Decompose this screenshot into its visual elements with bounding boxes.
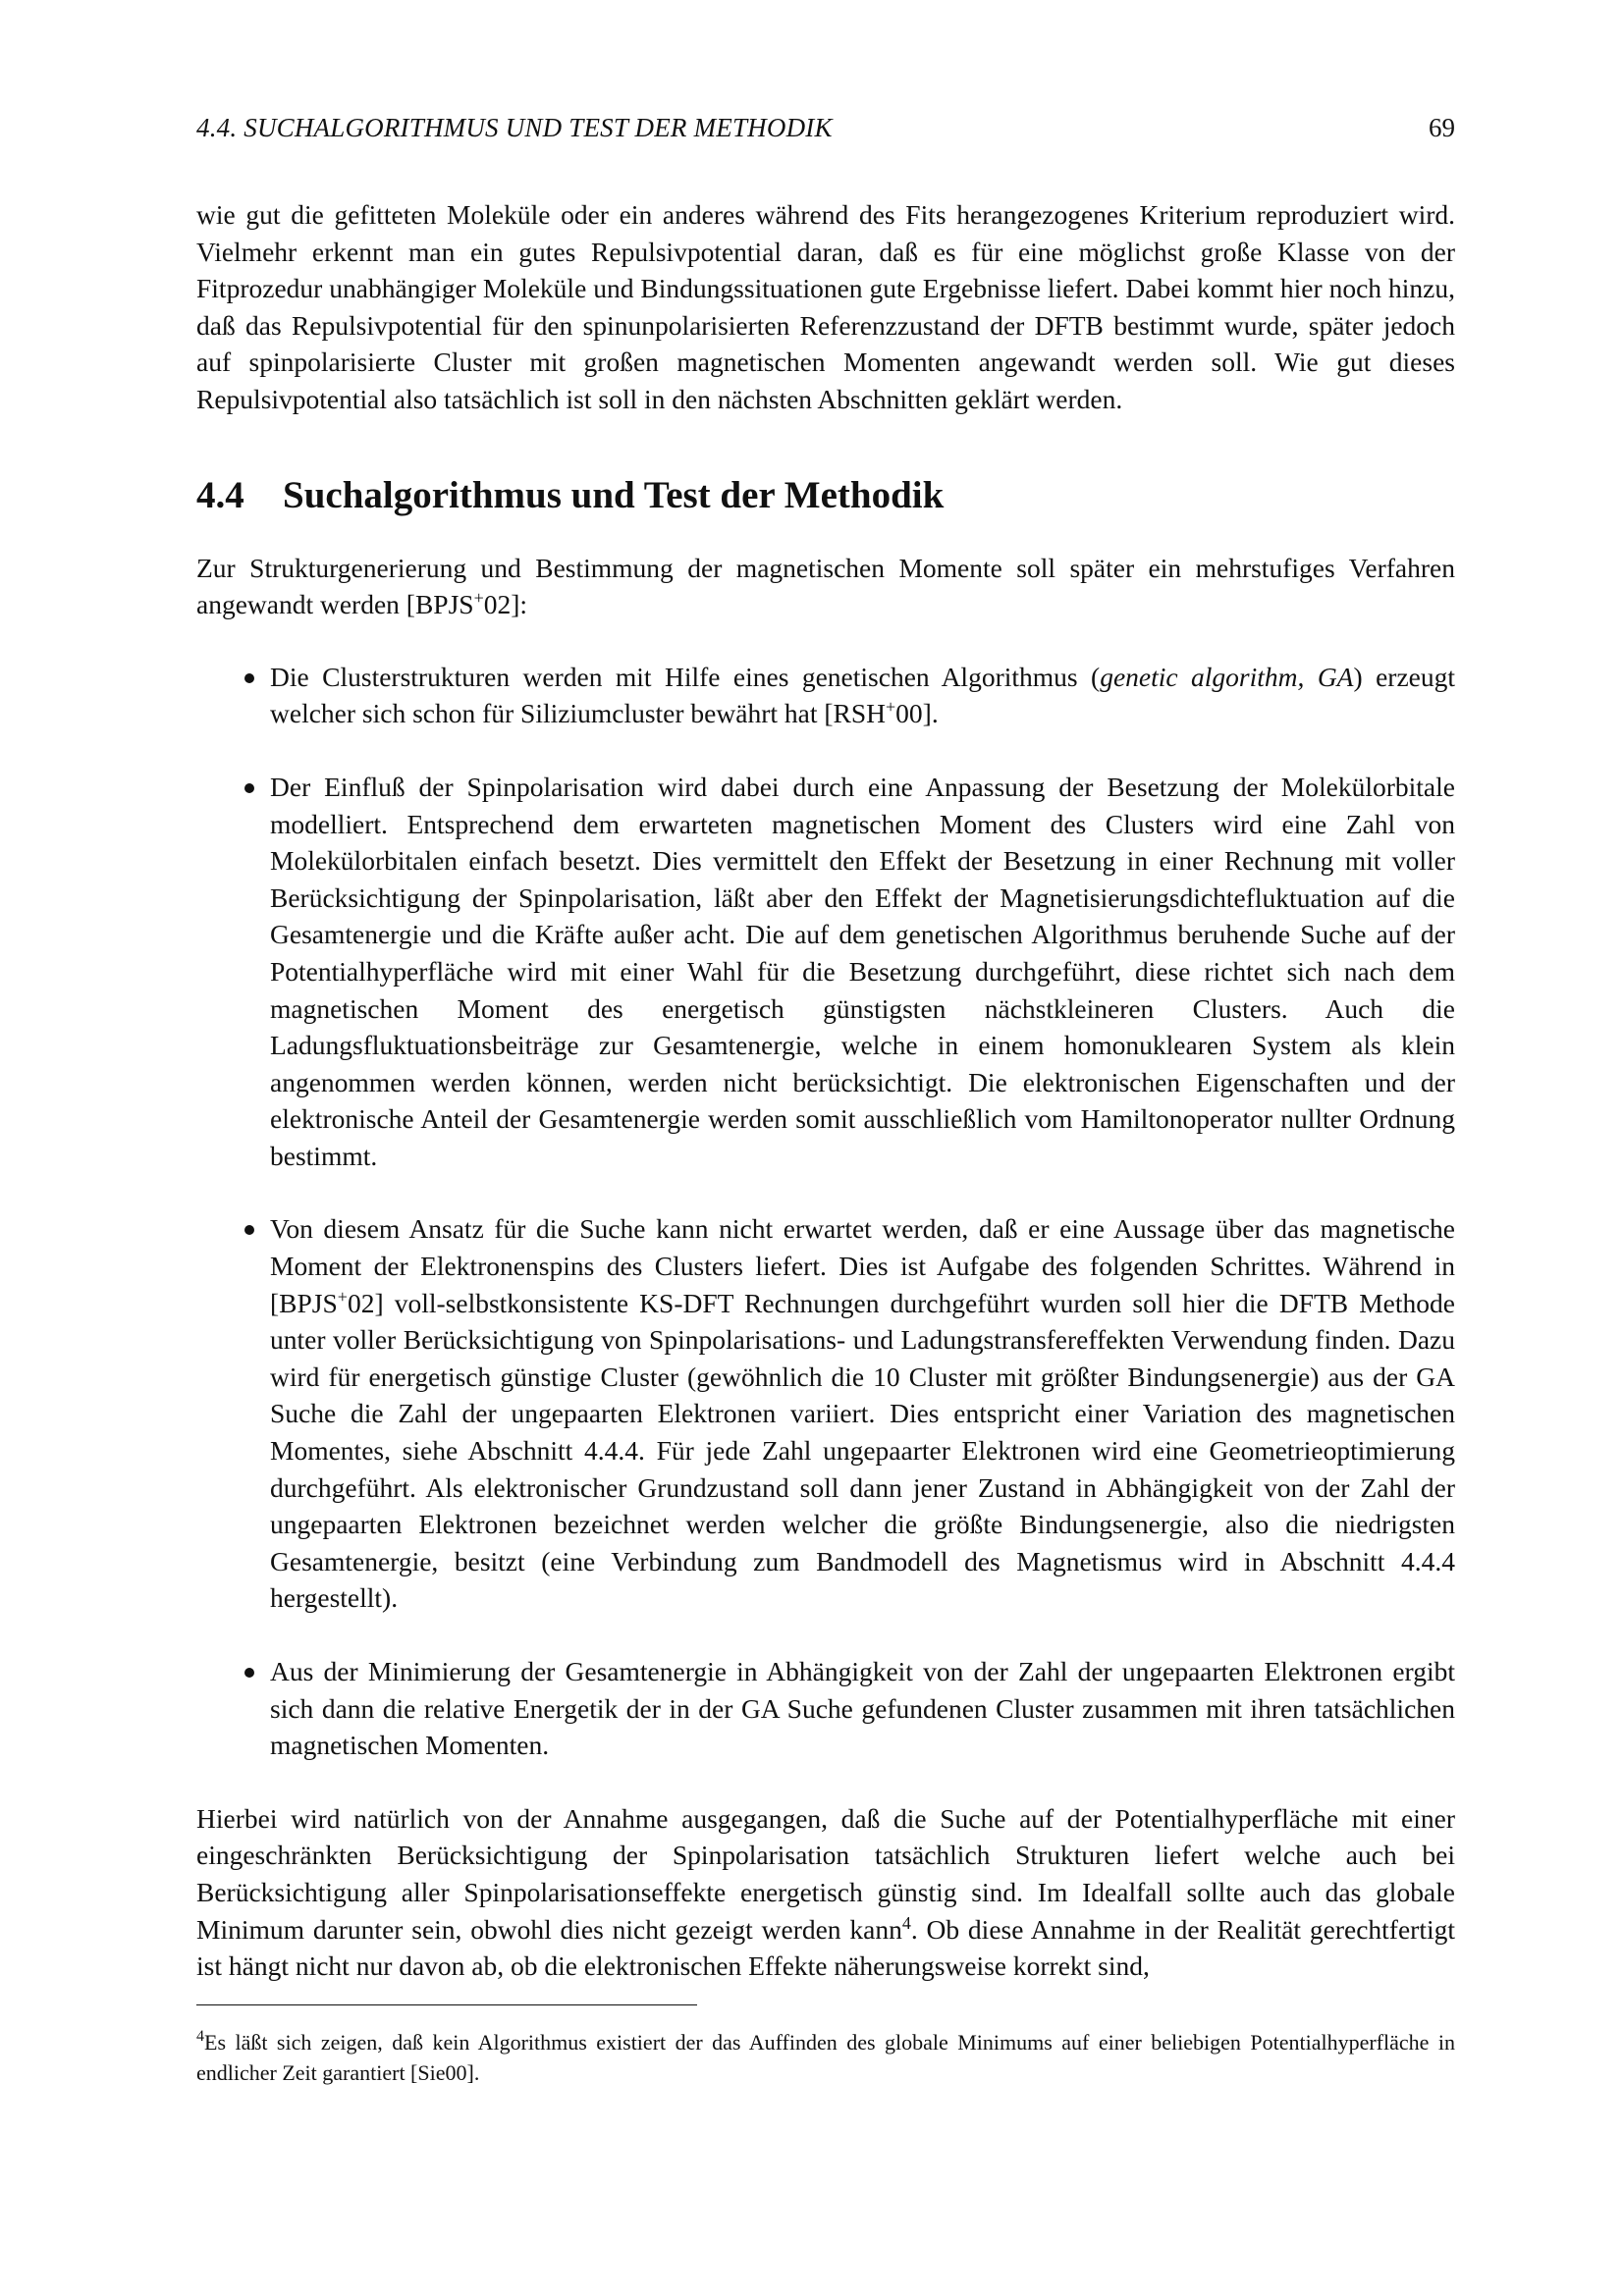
citation-superscript: + <box>886 697 896 718</box>
footnote-text: Es läßt sich zeigen, daß kein Algorithmus existiert der das Auffinden des globale Minimums auf einer beliebigen Potentialhyperfläche in endlicher Zeit garantiert [Sie00]. <box>196 2029 1455 2085</box>
section-intro-text-after: 02]: <box>483 589 528 620</box>
footnote-reference[interactable]: 4 <box>901 1912 911 1933</box>
section-heading <box>196 471 1455 520</box>
footnote-divider <box>196 2004 697 2005</box>
running-header <box>196 108 1455 147</box>
footnote <box>196 2027 1455 2088</box>
bullet-icon <box>244 1668 254 1678</box>
section-intro-text: Zur Strukturgenerierung und Bestimmung der magnetischen Momente soll später ein mehrstufiges Verfahren angewandt werden [BPJS <box>196 552 1455 620</box>
running-title: 4.4. SUCHALGORITHMUS UND TEST DER METHODIK <box>196 113 833 142</box>
italic-term: genetic algorithm, GA <box>1100 661 1354 692</box>
footnote-marker: 4 <box>196 2027 204 2045</box>
bullet-icon <box>244 1225 254 1235</box>
bullet-icon <box>244 783 254 793</box>
list-item: Von diesem Ansatz für die Suche kann nicht erwartet werden, daß er eine Aussage über das magnetische Moment der Elektronenspins des Clusters liefert. Dies ist Aufgabe des folgenden Schrittes. Während in [BPJS+02] voll-selbstkonsistente KS-DFT Rechnungen durchgeführt wurden soll hier die DFTB Methode unter voller Berücksichtigung von Spinpolarisations- und Ladungstransfereffekten Verwendung finden. Dazu wird für energetisch günstige Cluster (gewöhnlich die 10 Cluster mit größter Bindungsenergie) aus der GA Suche die Zahl der ungepaarten Elektronen variiert. Dies entspricht einer Variation des magnetischen Momentes, siehe Abschnitt 4.4.4. Für jede Zahl ungepaarter Elektronen wird eine Geometrieoptimierung durchgeführt. Als elektronischer Grundzustand soll dann jener Zustand in Abhängigkeit von der Zahl der ungepaarten Elektronen bezeichnet werden welcher die größte Bindungsenergie, also die niedrigsten Gesamtenergie, besitzt (eine Verbindung zum Bandmodell des Magnetismus wird in Abschnitt 4.4.4 hergestellt). <box>196 1210 1455 1617</box>
section-title: Suchalgorithmus und Test der Methodik <box>283 473 945 516</box>
intro-paragraph: wie gut die gefitteten Moleküle oder ein anderes während des Fits herangezogenes Kriterium reproduziert wird. Vielmehr erkennt man ein gutes Repulsivpotential daran, daß es für eine möglichst große Klasse von der Fitprozedur unabhängiger Moleküle und Bindungssituationen gute Ergebnisse liefert. Dabei kommt hier noch hinzu, daß das Repulsivpotential für den spinunpolarisierten Referenzzustand der DFTB bestimmt wurde, später jedoch auf spinpolarisierte Cluster mit großen magnetischen Momenten angewandt werden soll. Wie gut dieses Repulsivpotential also tatsächlich ist soll in den nächsten Abschnitten geklärt werden. <box>196 199 1455 414</box>
bullet-icon <box>244 673 254 683</box>
method-steps-list <box>196 659 1455 1764</box>
document-page <box>196 108 1455 2109</box>
list-item: Die Clusterstrukturen werden mit Hilfe eines genetischen Algorithmus (genetic algorithm, GA) erzeugt welcher sich schon für Siliziumcluster bewährt hat [RSH+00]. <box>196 659 1455 732</box>
list-item: Aus der Minimierung der Gesamtenergie in Abhängigkeit von der Zahl der ungepaarten Elektronen ergibt sich dann die relative Energetik der in der GA Suche gefundenen Cluster zusammen mit ihren tatsächlichen magnetischen Momenten. <box>196 1653 1455 1764</box>
list-item: Der Einfluß der Spinpolarisation wird dabei durch eine Anpassung der Besetzung der Molekülorbitale modelliert. Entsprechend dem erwarteten magnetischen Moment des Clusters wird eine Zahl von Molekülorbitalen einfach besetzt. Dies vermittelt den Effekt der Besetzung in einer Rechnung mit voller Berücksichtigung der Spinpolarisation, läßt aber den Effekt der Magnetisierungsdichtefluktuation auf die Gesamtenergie und die Kräfte außer acht. Die auf dem genetischen Algorithmus beruhende Suche auf der Potentialhyperfläche wird mit einer Wahl für die Besetzung durchgeführt, diese richtet sich nach dem magnetischen Moment des energetisch günstigsten nächstkleineren Clusters. Auch die Ladungsfluktuationsbeiträge zur Gesamtenergie, welche in einem homonuklearen System als klein angenommen werden können, werden nicht berücksichtigt. Die elektronischen Eigenschaften und der elektronische Anteil der Gesamtenergie werden somit ausschließlich vom Hamiltonoperator nullter Ordnung bestimmt. <box>196 769 1455 1175</box>
citation-superscript: + <box>337 1286 348 1307</box>
section-number: 4.4 <box>196 473 244 516</box>
section-intro-paragraph <box>196 550 1455 623</box>
page-number: 69 <box>1429 113 1455 142</box>
closing-paragraph: Hierbei wird natürlich von der Annahme ausgegangen, daß die Suche auf der Potentialhyperfläche mit einer eingeschränkten Berücksichtigung der Spinpolarisation tatsächlich Strukturen liefert welche auch bei Berücksichtigung aller Spinpolarisationseffekte energetisch günstig sind. Im Idealfall sollte auch das globale Minimum darunter sein, obwohl dies nicht gezeigt werden kann$^4$. Ob diese Annahme in der Realität gerechtfertigt ist hängt nicht nur davon ab, ob die elektronischen Effekte näherungsweise korrekt sind, <box>196 1802 1455 1982</box>
citation-superscript: + <box>473 588 484 609</box>
